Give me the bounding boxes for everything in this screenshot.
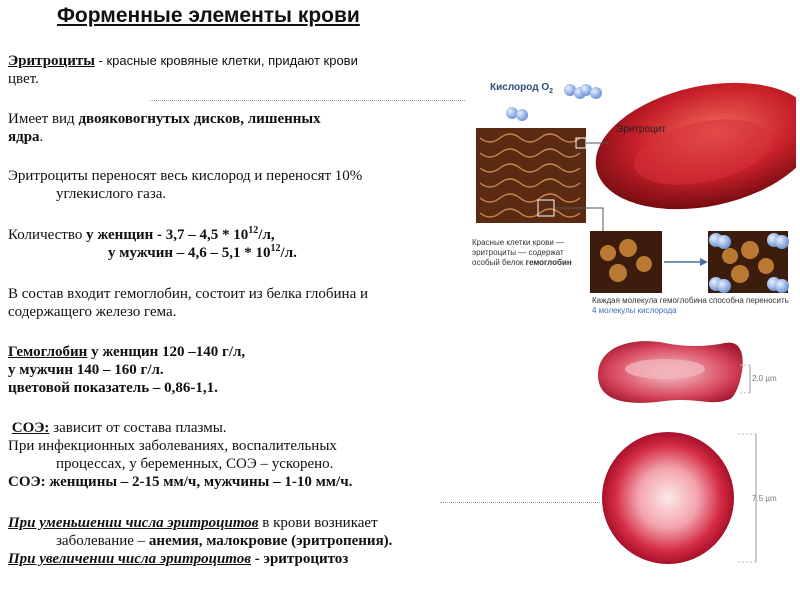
oxygen-label: Кислород $O_2$ <box>490 82 554 95</box>
soe-paragraph <box>8 419 352 491</box>
hb-women: у женщин 120 –140 г/л, <box>87 344 246 360</box>
soe-text: зависит от состава плазмы. <box>49 420 227 436</box>
erythrocyte-drawing <box>468 68 796 326</box>
term-hemoglobin: Гемоглобин <box>8 344 88 360</box>
count-paragraph <box>8 226 297 262</box>
soe-norm: СОЭ: женщины – 2-15 мм/ч, мужчины – 1-10 мм/ч. <box>8 474 353 490</box>
hb-line-1: В состав входит гемоглобин, состоит из белка глобина и <box>8 286 369 302</box>
hemoglobin-values <box>8 343 245 397</box>
dec-text-2: заболевание – <box>56 533 149 549</box>
hemoglobin-paragraph <box>8 285 368 321</box>
count-men: у мужчин – $4,6 - 5,1 * 10^{12}/л$. <box>108 243 297 261</box>
dec-bold: анемия, малокровие (эритропения). <box>148 533 393 549</box>
erythrocyte-label: Эритроцит <box>616 124 666 135</box>
count-prefix: Количество <box>8 227 87 243</box>
dec-text: в крови возникает <box>258 515 378 531</box>
soe-inf-1: При инфекционных заболеваниях, воспалительных <box>8 438 337 454</box>
caption-hemoglobin: Красные клетки крови — эритроциты — содержат особый белок гемоглобин <box>472 238 572 267</box>
transport-line-2: углекислого газа. <box>56 186 167 202</box>
thickness-label: 2.0 µm <box>752 374 777 383</box>
page-title: Форменные элементы крови <box>57 4 360 27</box>
anemia-paragraph <box>8 514 392 568</box>
term-increase: При увеличении числа эритроцитов <box>8 551 251 567</box>
term-decrease: При уменьшении числа эритроцитов <box>8 515 259 531</box>
shape-paragraph <box>8 110 321 146</box>
hb-line-2: содержащего железо гема. <box>8 304 177 320</box>
soe-inf-2: процессах, у беременных, СОЭ – ускорено. <box>56 456 334 472</box>
erythrocyte-definition <box>8 52 358 88</box>
erythro-def-text: - красные кровяные клетки, придают крови <box>94 53 358 68</box>
transport-line-1: Эритроциты переносят весь кислород и переносят 10% <box>8 168 363 184</box>
divider <box>150 100 465 101</box>
hb-men: у мужчин 140 – 160 г/л. <box>8 362 164 378</box>
shape-prefix: Имеет вид <box>8 111 79 127</box>
transport-paragraph <box>8 167 362 203</box>
oxygen-molecule-icon <box>506 84 602 121</box>
divider <box>440 502 600 503</box>
shape-bold: двояковогнутых дисков, лишенных <box>78 111 321 127</box>
inc-text: - эритроцитоз <box>250 551 349 567</box>
erythro-def-cont: цвет. <box>8 71 39 87</box>
shape-end: . <box>39 129 44 145</box>
erythrocyte-illustration <box>468 68 796 326</box>
term-soe: СОЭ: <box>11 420 50 436</box>
count-women: у женщин - $3,7 - 4,5 * 10^{12}/л$, <box>86 225 275 243</box>
diameter-label: 7.5 µm <box>752 494 777 503</box>
color-index: цветовой показатель – 0,86-1,1. <box>8 380 218 396</box>
term-erythrocytes: Эритроциты <box>8 53 95 69</box>
caption-oxygen: Каждая молекула гемоглобина способна переносить 4 молекулы кислорода <box>592 296 789 315</box>
shape-bold-2: ядра <box>8 129 40 145</box>
